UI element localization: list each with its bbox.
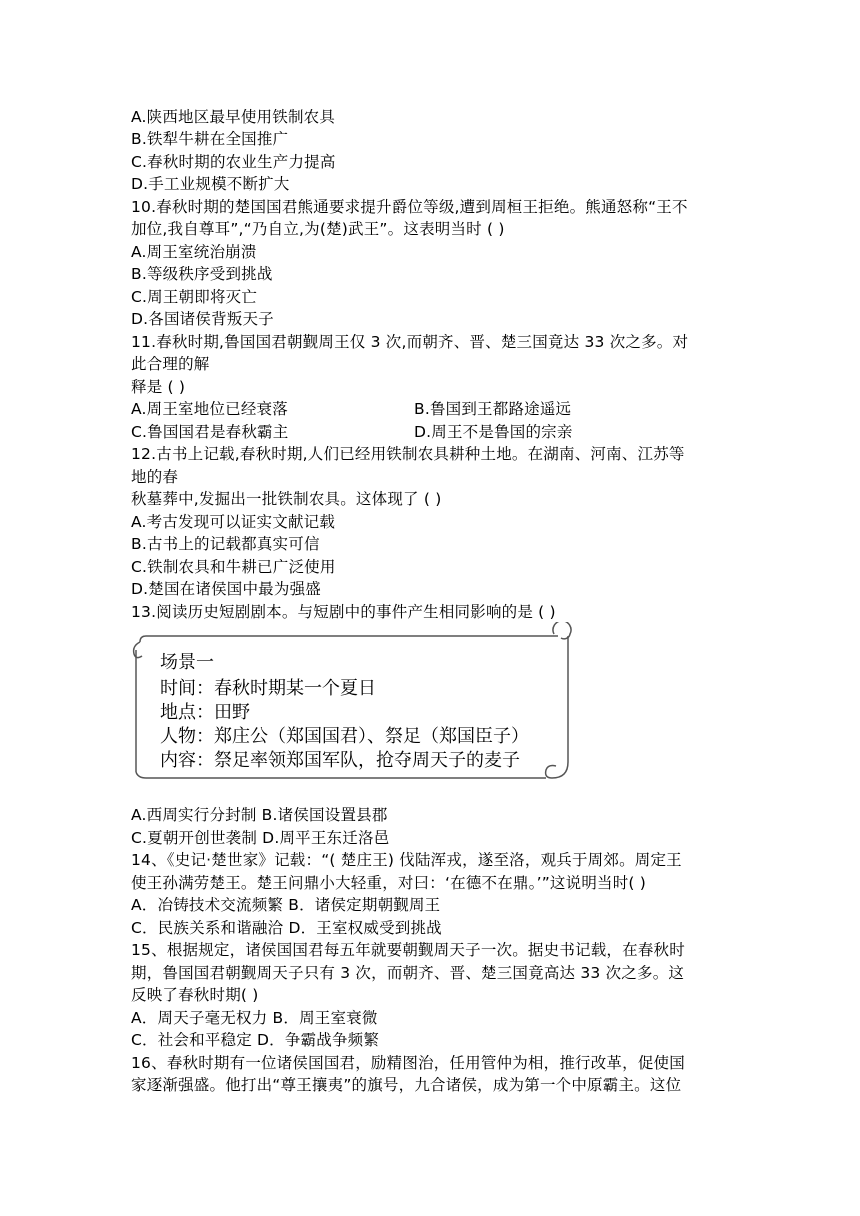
- option-b: B.鲁国到王都路途遥远: [414, 400, 572, 418]
- option-b: B.等级秩序受到挑战: [131, 265, 273, 283]
- option-c: C.铁制农具和牛耕已广泛使用: [131, 558, 336, 576]
- scene-title: 场景一: [160, 652, 214, 673]
- question-11-text: 11.春秋时期,鲁国国君朝觐周王仅 3 次,而朝齐、晋、楚三国竟达 33 次之多。对: [131, 333, 689, 351]
- question-11-text: 此合理的解: [131, 355, 210, 373]
- text-line: B.铁犁牛耕在全国推广: [131, 130, 289, 148]
- question-10-text: 10.春秋时期的楚国国君熊通要求提升爵位等级,遭到周桓王拒绝。熊通怒称“王不: [131, 198, 688, 216]
- text-line: D.手工业规模不断扩大: [131, 175, 290, 193]
- scene-time: 时间：春秋时期某一个夏日: [160, 678, 376, 699]
- scene-content: 内容：祭足率领郑国军队，抢夺周天子的麦子: [160, 750, 520, 771]
- question-14-text: 14、《史记·楚世家》记载：“( 楚庄王) 伐陆浑戎，遂至洛，观兵于周郊。周定王: [131, 851, 682, 869]
- question-12-text: 12.古书上记载,春秋时期,人们已经用铁制农具耕种土地。在湖南、河南、江苏等: [131, 445, 685, 463]
- question-15-text: 反映了春秋时期( ): [131, 986, 259, 1004]
- question-14-text: 使王孙满劳楚王。楚王问鼎小大轻重，对曰：‘在德不在鼎。’”这说明当时( ): [131, 874, 647, 892]
- option-a: A.周王室统治崩溃: [131, 243, 257, 261]
- option-c: C.周王朝即将灭亡: [131, 288, 258, 306]
- text-line: A.陕西地区最早使用铁制农具: [131, 108, 336, 126]
- question-11-text: 释是 ( ): [131, 378, 186, 396]
- option-row: [131, 421, 288, 443]
- option-row: C．社会和平稳定 D．争霸战争频繁: [131, 1031, 380, 1049]
- scene-scroll-box: [126, 622, 572, 782]
- scene-place: 地点：田野: [160, 702, 250, 723]
- option-a: A.考古发现可以证实文献记载: [131, 513, 336, 531]
- option-row: A.西周实行分封制 B.诸侯国设置县郡: [131, 806, 388, 824]
- option-d: D.各国诸侯背叛天子: [131, 310, 274, 328]
- option-row: [131, 398, 288, 420]
- question-15-text: 15、根据规定，诸侯国国君每五年就要朝觐周天子一次。据史书记载，在春秋时: [131, 941, 685, 959]
- option-row: C．民族关系和谐融洽 D．王室权威受到挑战: [131, 919, 442, 937]
- option-row: A．冶铸技术交流频繁 B．诸侯定期朝觐周王: [131, 896, 441, 914]
- option-row: C.夏朝开创世袭制 D.周平王东迁洛邑: [131, 829, 390, 847]
- option-d: D.周王不是鲁国的宗亲: [414, 423, 573, 441]
- question-16-text: 家逐渐强盛。他打出“尊王攘夷”的旗号，九合诸侯，成为第一个中原霸主。这位: [131, 1076, 682, 1094]
- scene-people: 人物：郑庄公（郑国国君）、祭足（郑国臣子）: [160, 726, 529, 747]
- question-12-text: 地的春: [131, 468, 179, 486]
- option-row: A．周天子毫无权力 B．周王室衰微: [131, 1009, 378, 1027]
- question-10-text: 加位,我自尊耳”,“乃自立,为(楚)武王”。这表明当时 ( ): [131, 220, 505, 238]
- option-b: B.古书上的记载都真实可信: [131, 535, 320, 553]
- option-a: A.周王室地位已经衰落: [131, 400, 288, 418]
- question-16-text: 16、春秋时期有一位诸侯国国君，励精图治，任用管仲为相，推行改革，促使国: [131, 1054, 685, 1072]
- question-15-text: 期，鲁国国君朝觐周天子只有 3 次，而朝齐、晋、楚三国竟高达 33 次之多。这: [131, 964, 685, 982]
- option-d: D.楚国在诸侯国中最为强盛: [131, 580, 321, 598]
- text-line: C.春秋时期的农业生产力提高: [131, 153, 336, 171]
- question-13-text: 13.阅读历史短剧剧本。与短剧中的事件产生相同影响的是 ( ): [131, 603, 556, 621]
- option-c: C.鲁国国君是春秋霸主: [131, 423, 289, 441]
- question-12-text: 秋墓葬中,发掘出一批铁制农具。这体现了 ( ): [131, 490, 442, 508]
